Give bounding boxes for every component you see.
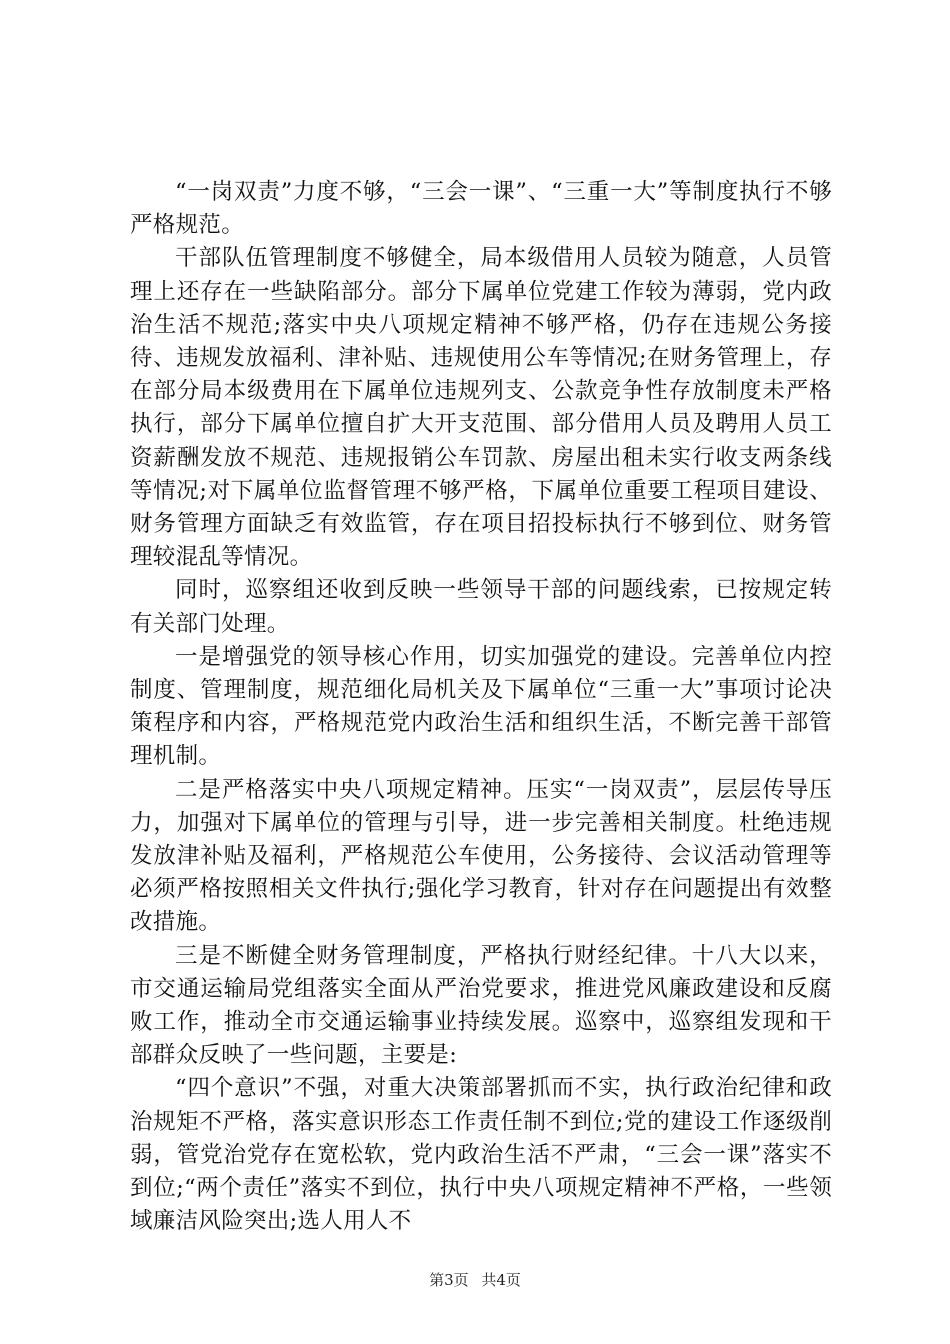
page-footer xyxy=(0,1270,950,1290)
paragraph-1: “一岗双责”力度不够，“三会一课”、“三重一大”等制度执行不够严格规范。 xyxy=(130,179,832,239)
paragraph-5: 二是严格落实中央八项规定精神。压实“一岗双责”，层层传导压力，加强对下属单位的管理与引导，进一步完善相关制度。杜绝违规发放津补贴及福利，严格规范公车使用，公务接待、会议活动管理等必须严格按照相关文件执行;强化学习教育，针对存在问题提出有效整改措施。 xyxy=(130,776,832,936)
paragraph-2: 干部队伍管理制度不够健全，局本级借用人员较为随意，人员管理上还存在一些缺陷部分。部分下属单位党建工作较为薄弱，党内政治生活不规范;落实中央八项规定精神不够严格，仍存在违规公务接待、违规发放福利、津补贴、违规使用公车等情况;在财务管理上，存在部分局本级费用在下属单位违规列支、公款竞争性存放制度未严格执行，部分下属单位擅自扩大开支范围、部分借用人员及聘用人员工资薪酬发放不规范、违规报销公车罚款、房屋出租未实行收支两条线等情况;对下属单位监督管理不够严格，下属单位重要工程项目建设、财务管理方面缺乏有效监管，存在项目招投标执行不够到位、财务管理较混乱等情况。 xyxy=(130,245,832,571)
document-body xyxy=(130,176,832,1239)
paragraph-4: 一是增强党的领导核心作用，切实加强党的建设。完善单位内控制度、管理制度，规范细化局机关及下属单位“三重一大”事项讨论决策程序和内容，严格规范党内政治生活和组织生活，不断完善干部管理机制。 xyxy=(130,643,832,770)
paragraph-6: 三是不断健全财务管理制度，严格执行财经纪律。十八大以来，市交通运输局党组落实全面从严治党要求，推进党风廉政建设和反腐败工作，推动全市交通运输事业持续发展。巡察中，巡察组发现和干部群众反映了一些问题，主要是: xyxy=(130,942,832,1069)
paragraph-3: 同时，巡察组还收到反映一些领导干部的问题线索，已按规定转有关部门处理。 xyxy=(130,577,832,637)
page-number-total: 共4页 xyxy=(481,1271,521,1289)
page-number-current: 第3页 xyxy=(429,1271,469,1289)
paragraph-7: “四个意识”不强，对重大决策部署抓而不实，执行政治纪律和政治规矩不严格，落实意识形态工作责任制不到位;党的建设工作逐级削弱，管党治党存在宽松软，党内政治生活不严肃，“三会一课”落实不到位;“两个责任”落实不到位，执行中央八项规定精神不严格，一些领域廉洁风险突出;选人用人不 xyxy=(130,1075,832,1235)
